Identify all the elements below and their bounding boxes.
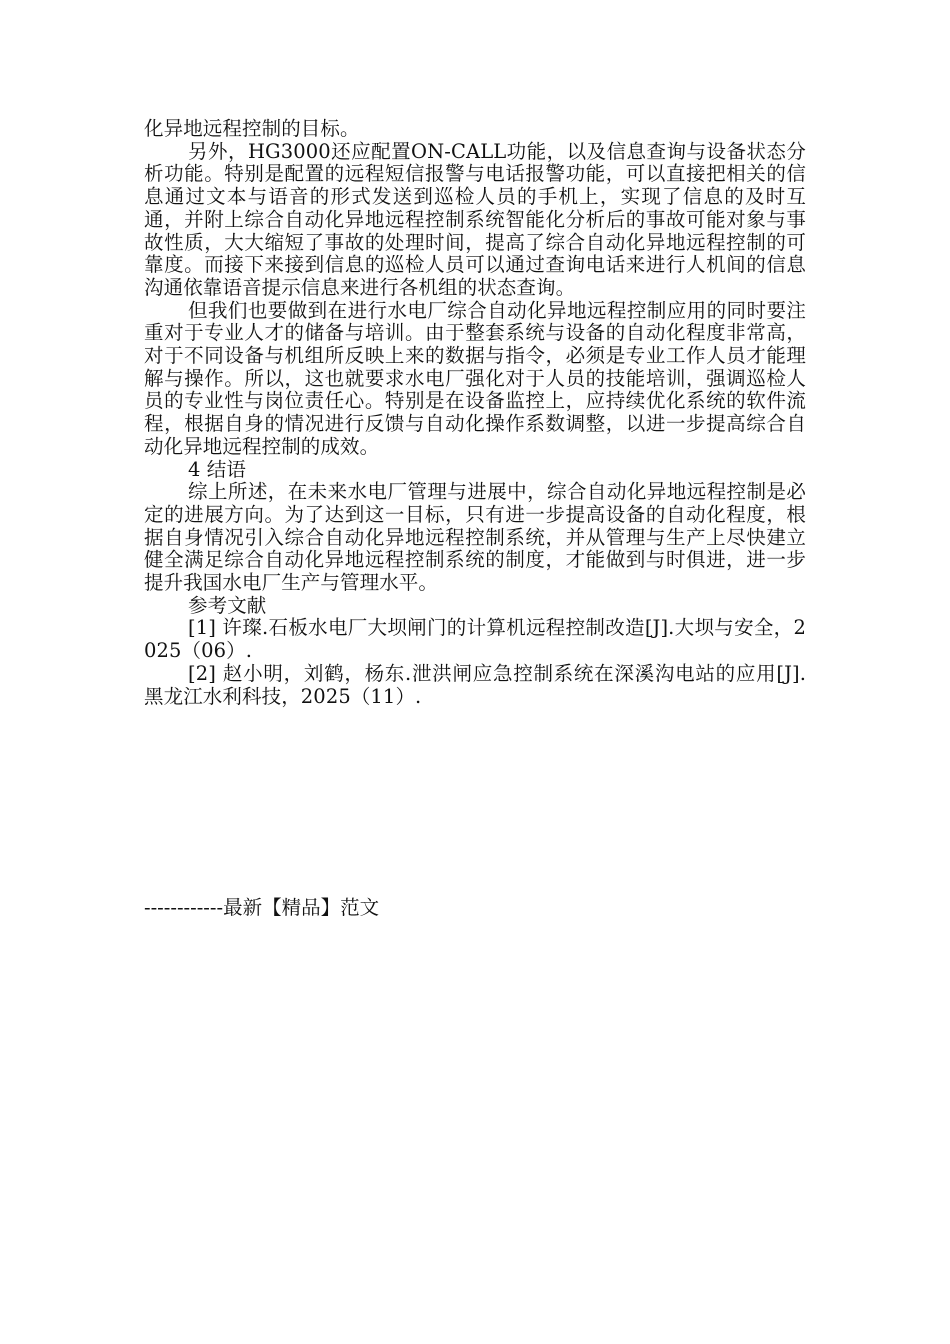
paragraph-continuation: 化异地远程控制的目标。 <box>144 117 360 140</box>
paragraph-conclusion: 综上所述，在未来水电厂管理与进展中，综合自动化异地远程控制是必定的进展方向。为了达到这一目标，只有进一步提高设备的自动化程度，根据自身情况引入综合自动化异地远程控制系统，并从管理与生产上尽快建立健全满足综合自动化异地远程控制系统的制度，才能做到与时俱进，进一步提升我国水电厂生产与管理水平。 <box>144 480 806 595</box>
reference-item-2: [2] 赵小明，刘鹤，杨东.泄洪闸应急控制系统在深溪沟电站的应用[J].黑龙江水利科技，2025（11）. <box>144 661 806 708</box>
section-heading-conclusion: 4 结语 <box>188 457 247 481</box>
references-heading: 参考文献 <box>188 593 267 617</box>
reference-item-1: [1] 许璨.石板水电厂大坝闸门的计算机远程控制改造[J].大坝与安全，2025（06）. <box>144 616 806 663</box>
document-body <box>144 118 806 708</box>
paragraph-hg3000-features: 另外，HG3000还应配置ON-CALL功能，以及信息查询与设备状态分析功能。特别是配置的远程短信报警与电话报警功能，可以直接把相关的信息通过文本与语音的形式发送到巡检人员的手机上，实现了信息的及时互通，并附上综合自动化异地远程控制系统智能化分析后的事故可能对象与事故性质，大大缩短了事故的处理时间，提高了综合自动化异地远程控制的可靠度。而接下来接到信息的巡检人员可以通过查询电话来进行人机间的信息沟通依靠语音提示信息来进行各机组的状态查询。 <box>144 139 806 299</box>
paragraph-talent-training: 但我们也要做到在进行水电厂综合自动化异地远程控制应用的同时要注重对于专业人才的储备与培训。由于整套系统与设备的自动化程度非常高，对于不同设备与机组所反映上来的数据与指令，必须是专业工作人员才能理解与操作。所以，这也就要求水电厂强化对于人员的技能培训，强调巡检人员的专业性与岗位责任心。特别是在设备监控上，应持续优化系统的软件流程，根据自身的情况进行反馈与自动化操作系数调整，以进一步提高综合自动化异地远程控制的成效。 <box>144 298 806 458</box>
footer-label: ------------最新【精品】范文 <box>144 896 380 919</box>
